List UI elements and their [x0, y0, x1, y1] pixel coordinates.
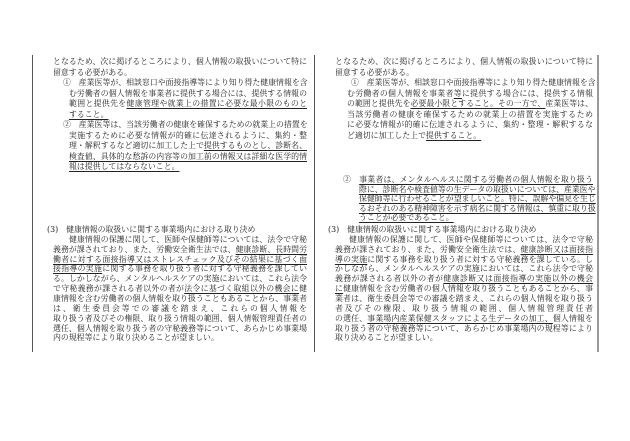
text-segment: は、衛生委員会等での審議を踏まえ、これらの個人情報を: [53, 303, 307, 313]
text-segment: ②: [343, 175, 360, 184]
text-segment: 内の規程等により取り決めることが望ましい。: [53, 333, 219, 343]
text-segment: で守秘義務が課される者以外の者が: [53, 284, 185, 294]
text-segment: 取り扱う者及びその権限、取り扱う情報の範囲、個人情報管理責任者の: [53, 313, 307, 323]
text-segment: ① 産業医等が、相談窓口や面接指導等により知り得た健康情報を含: [63, 78, 308, 87]
text-segment: に提供する場合には、提供する情報: [461, 88, 593, 98]
text-line: [53, 304, 307, 314]
text-segment: かしながら、メンタルヘルスケアの実施においては、これら法令で守秘: [335, 264, 593, 274]
text-line: [335, 245, 593, 255]
text-line: [335, 304, 593, 314]
revised-text: 事業場内産業保健スタッフによる生データの加工、: [367, 313, 553, 323]
text-segment: に関する事務を取り扱う者に対する守秘義務を課してい: [102, 264, 307, 274]
text-line: [359, 194, 596, 204]
text-line: [47, 225, 255, 235]
text-line: [63, 120, 307, 130]
revised-text: 提供するものとし、診断名、: [203, 141, 307, 150]
revised-text: 導の実施: [335, 254, 368, 264]
text-line: [69, 162, 179, 172]
revised-text: 検査値、具体的な愁訴の内容等の加工前の情報又は詳細な医学的情: [69, 151, 307, 161]
revised-text: に: [335, 284, 344, 294]
text-line: [359, 213, 454, 223]
revised-text: 接指導の実施: [53, 264, 103, 274]
text-segment: となるため、次に掲げるところにより、個人情報の取扱いについて特に: [335, 57, 593, 66]
text-segment: 産業医等は、: [545, 99, 593, 108]
text-segment: 当該労働者の健康を確保するための就業上の措置を実施するため: [347, 109, 593, 119]
text-line: [335, 264, 593, 274]
text-segment: ど適切に加工した上で: [347, 130, 426, 140]
text-segment: む労働者の個人情報を事業者: [347, 88, 454, 98]
table-border-right: [597, 55, 599, 352]
text-line: [69, 152, 307, 162]
text-line: [328, 225, 536, 235]
text-line: [69, 141, 307, 151]
text-line: [347, 131, 481, 141]
text-line: [69, 89, 307, 99]
text-segment: (3) 健康情報の取扱いに関する事業場内における取り決め: [328, 225, 537, 234]
text-segment: となるため、次に掲げるところにより、個人情報の取扱いについて特に: [53, 57, 307, 66]
text-line: [351, 78, 596, 88]
text-segment: の選任、: [335, 313, 368, 323]
text-segment: む労働者の個人情報を事業者に提供する場合には、提供する情報の: [69, 88, 307, 98]
revised-text: 法令に基づく取組以外の機会に: [184, 284, 300, 294]
text-segment: に関する事務を取り扱う者に対する守秘義務を課している。し: [367, 254, 593, 264]
text-line: [53, 57, 307, 67]
text-line: [53, 324, 307, 334]
text-line: [53, 68, 132, 78]
text-line: [69, 131, 307, 141]
text-line: [335, 274, 593, 284]
text-segment: の範囲と提供先を: [347, 99, 411, 108]
revised-text: 事業者は、メンタルヘルスに関する労働者の個人情報を取り扱う: [359, 175, 593, 184]
text-line: [69, 110, 108, 120]
revised-text: 必要最小限とすること。その一方で、: [410, 99, 546, 108]
text-line: [347, 120, 593, 130]
table-border-left: [32, 55, 33, 352]
text-segment: 範囲と提供先を: [69, 99, 127, 108]
text-line: [63, 78, 307, 88]
text-segment: 義務が課される者以外の者が: [335, 274, 444, 284]
text-segment: ② 産業医等は、当該労働者の健康を確保するための就業上の措置を: [63, 120, 308, 129]
text-line: [335, 314, 593, 324]
text-segment: 康情報を含む労働者の個人情報を取り扱うこともあることから、事業者: [53, 293, 307, 303]
revised-text: 保健師等に行わせることが望ましいこと。特に、誤解や偏見を生じ: [359, 194, 596, 204]
text-segment: 取り扱う者の守秘義務等について、あらかじめ事業場内の規程等により: [335, 323, 593, 333]
text-segment: 選任、個人情報を取り扱う者の守秘義務等について、あらかじめ事業場: [53, 323, 307, 333]
text-line: [335, 324, 593, 334]
text-line: [347, 110, 593, 120]
text-segment: 健康情報を含む労働者の個人情報を取り扱うこともあることから、事: [343, 284, 593, 294]
text-line: [347, 89, 593, 99]
revised-text: 健康診断又は面接指: [520, 244, 593, 254]
text-segment: 個人情報を: [552, 313, 593, 323]
text-line: [335, 57, 593, 67]
text-line: [53, 314, 307, 324]
text-segment: 業者は、衛生委員会等での審議を踏まえ、これらの個人情報を取り扱う: [335, 293, 593, 303]
text-line: [69, 99, 307, 109]
text-line: [53, 274, 307, 284]
text-line: [335, 294, 593, 304]
text-segment: 者及びその権限、取り扱う情報の範囲、個人情報管理責任者: [335, 303, 593, 313]
text-line: [53, 284, 307, 294]
text-segment: 取り決めることが望ましい。: [335, 333, 438, 343]
text-line: [335, 284, 593, 294]
text-line: [335, 68, 414, 78]
text-segment: 健康情報の保護に関して、医師や保健師等については、法令で守秘: [349, 234, 593, 244]
revised-text: すること。: [69, 109, 109, 119]
revised-text: 健康診断、長時間労: [235, 244, 307, 254]
revised-text: 働者に対する面接指導又はストレスチェック及びその結果に基づく面: [53, 254, 307, 264]
text-line: [349, 235, 593, 245]
text-segment: 理・解釈するなど適切に加工した上で: [69, 141, 204, 150]
revised-text: 提供すること。: [425, 130, 482, 140]
text-segment: 義務が課されており、また、労働安全衛生法では、: [335, 244, 521, 254]
revised-text: 健康管理や就業上の措置に必要な最小限のものと: [126, 99, 307, 108]
text-segment: 義務が課されており、また、労働安全衛生法では、: [53, 244, 236, 254]
text-line: [53, 245, 307, 255]
text-line: [347, 99, 593, 109]
text-segment: 留意する必要がある。: [335, 67, 414, 77]
revised-text: 際に、診断名や検査値等の生データの取扱いについては、産業医や: [359, 184, 596, 194]
text-segment: に必要な情報が的確に伝達されるように、集約・整理・解釈するな: [347, 120, 593, 129]
text-segment: ① 産業医等が、相談窓口や面接指導等により知り得た健康情報を含: [351, 78, 596, 87]
text-segment: 健: [299, 284, 307, 294]
text-segment: 健康情報の保護に関して、医師や保健師等については、法令で守秘: [69, 234, 307, 244]
text-segment: 留意する必要がある。: [53, 67, 132, 77]
column-divider: [314, 55, 315, 352]
text-line: [343, 175, 593, 185]
revised-text: 報は提供してはならないこと。: [69, 162, 180, 171]
revised-text: るおそれのある精神障害を示す病名に関する情報は、慎重に取り扱: [359, 203, 596, 213]
text-line: [69, 235, 307, 245]
revised-text: 等: [453, 88, 462, 98]
text-segment: (3) 健康情報の取扱いに関する事業場内における取り決め: [47, 225, 256, 234]
text-line: [53, 333, 219, 343]
text-line: [335, 333, 438, 343]
revised-text: 健康診断又は面接指導の実施以外の機会: [443, 274, 593, 284]
text-segment: る。しかしながら、メンタルヘルスケアの実施においては、これら法令: [53, 274, 307, 284]
text-line: [53, 294, 307, 304]
text-segment: 実施するために必要な情報が的確に伝達されるように、集約・整: [69, 130, 307, 140]
text-line: [53, 264, 307, 274]
revised-text: うことが必要であること。: [359, 213, 454, 223]
